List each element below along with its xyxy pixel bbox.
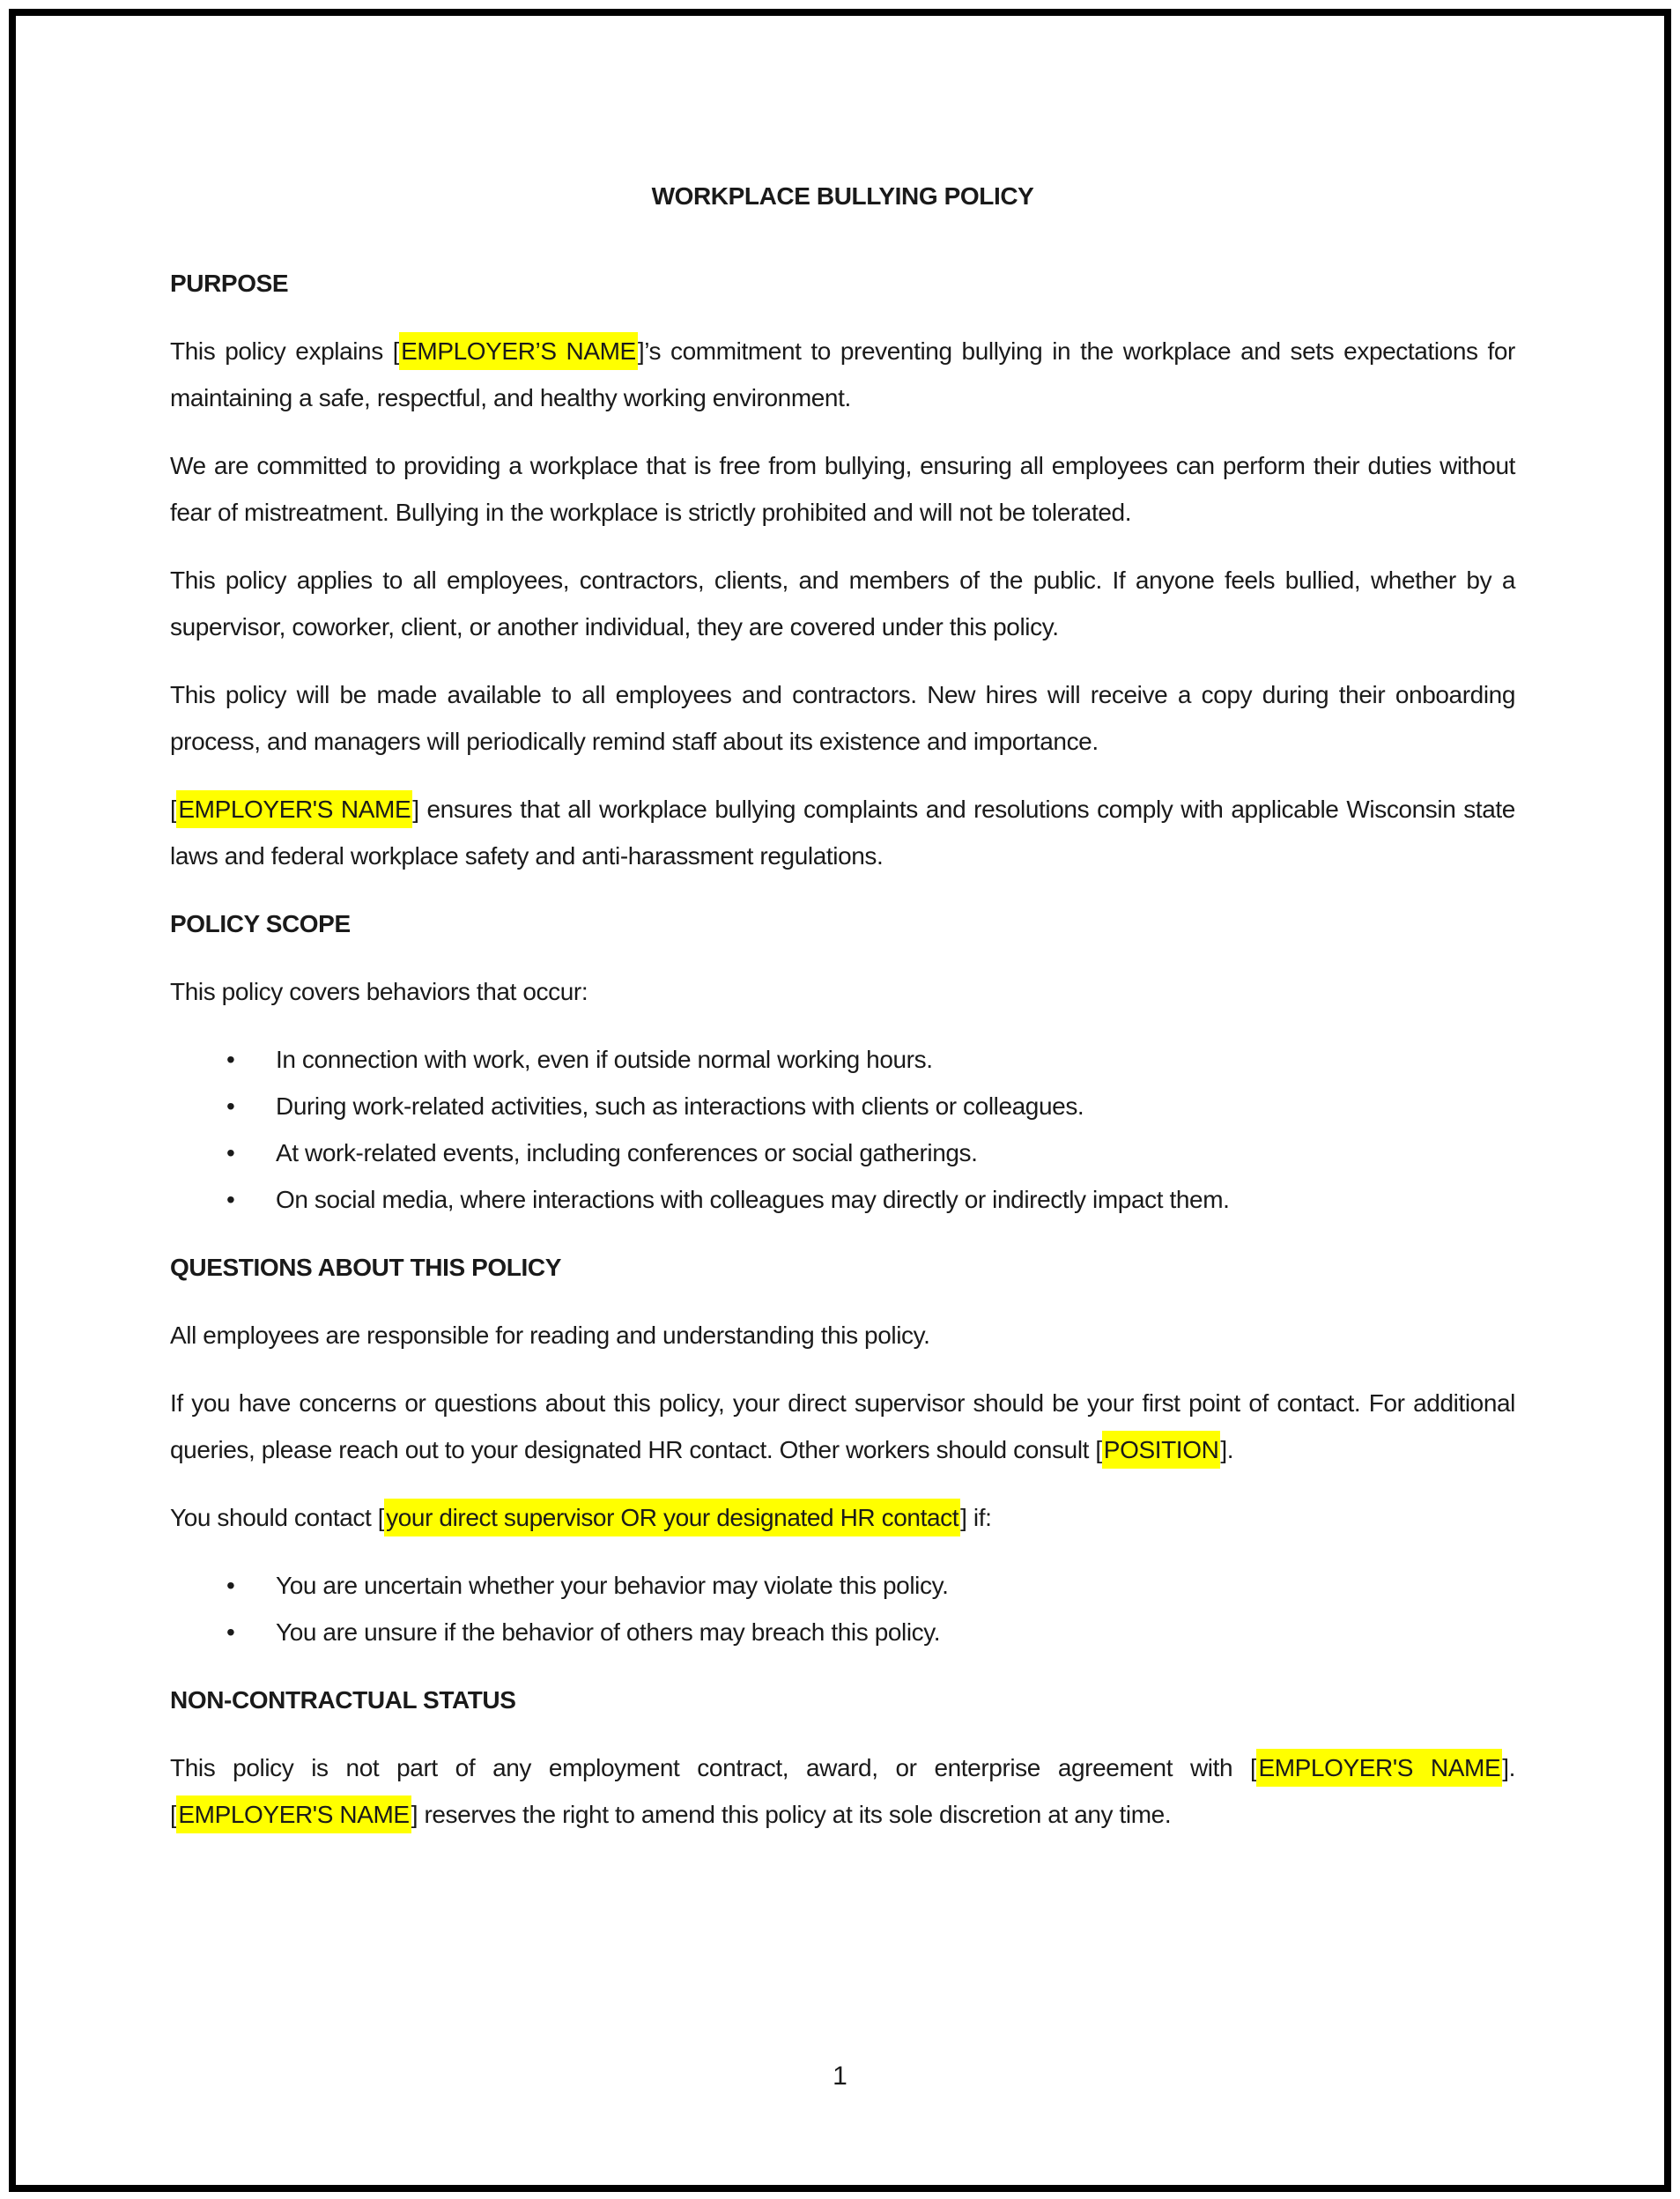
text-run: [ <box>170 796 177 823</box>
list-item <box>170 1036 1515 1083</box>
text-run: ] if: <box>960 1504 992 1531</box>
list-item <box>170 1609 1515 1655</box>
paragraph <box>170 786 1515 879</box>
list-item <box>170 1083 1515 1129</box>
text-run: This policy will be made available to all employees and contractors. New hires will receive a copy during their onboarding process, and managers will periodically remind staff about its existence and importance. <box>170 681 1515 755</box>
document-body <box>170 260 1515 1838</box>
highlighted-placeholder: EMPLOYER'S NAME <box>176 1795 411 1833</box>
section-heading: PURPOSE <box>170 270 289 297</box>
section-heading: QUESTIONS ABOUT THIS POLICY <box>170 1254 561 1281</box>
list-item <box>170 1176 1515 1223</box>
text-run: We are committed to providing a workplace that is free from bullying, ensuring all employees can perform their duties without fear of mistreatment. Bullying in the workplace is strictly prohibited and will not be tolerated. <box>170 452 1515 526</box>
paragraph <box>170 968 1515 1015</box>
page-number: 1 <box>833 2062 847 2091</box>
text-run: All employees are responsible for reading and understanding this policy. <box>170 1322 930 1349</box>
text-run: This policy is not part of any employment contract, award, or enterprise agreement with [ <box>170 1754 1257 1781</box>
text-run: ] ensures that all workplace bullying complaints and resolutions comply with applicable Wisconsin state laws and federal workplace safety and anti-harassment regulations. <box>170 796 1515 870</box>
paragraph <box>170 328 1515 421</box>
text-run: This policy covers behaviors that occur: <box>170 978 588 1005</box>
text-run: You are uncertain whether your behavior may violate this policy. <box>276 1572 949 1599</box>
paragraph <box>170 442 1515 536</box>
section-heading: NON-CONTRACTUAL STATUS <box>170 1686 516 1714</box>
text-run: In connection with work, even if outside normal working hours. <box>276 1046 933 1073</box>
text-run: During work-related activities, such as interactions with clients or colleagues. <box>276 1092 1084 1120</box>
list-item <box>170 1562 1515 1609</box>
paragraph <box>170 1380 1515 1473</box>
text-run: You should contact [ <box>170 1504 385 1531</box>
text-run: This policy explains [ <box>170 337 400 365</box>
text-run: You are unsure if the behavior of others may breach this policy. <box>276 1618 941 1646</box>
bullet-list <box>170 1562 1515 1655</box>
paragraph <box>170 557 1515 650</box>
highlighted-placeholder: EMPLOYER'S NAME <box>176 790 412 828</box>
highlighted-placeholder: EMPLOYER'S NAME <box>1256 1749 1502 1787</box>
text-run: ] reserves the right to amend this policy at its sole discretion at any time. <box>411 1801 1172 1828</box>
text-run: At work-related events, including conferences or social gatherings. <box>276 1139 978 1166</box>
list-item <box>170 1129 1515 1176</box>
text-run: This policy applies to all employees, contractors, clients, and members of the public. If anyone feels bullied, whether by a supervisor, coworker, client, or another individual, they are covered under this policy. <box>170 566 1515 640</box>
text-run: ]. [ <box>170 1754 1515 1828</box>
text-run: ]. <box>1220 1436 1234 1463</box>
document-content <box>170 173 1515 1859</box>
paragraph <box>170 671 1515 765</box>
document-title: WORKPLACE BULLYING POLICY <box>651 182 1034 210</box>
highlighted-placeholder: POSITION <box>1102 1431 1221 1469</box>
paragraph <box>170 1744 1515 1838</box>
highlighted-placeholder: your direct supervisor OR your designated HR contact <box>384 1499 960 1536</box>
bullet-list <box>170 1036 1515 1223</box>
text-run: If you have concerns or questions about this policy, your direct supervisor should be your first point of contact. For additional queries, please reach out to your designated HR contact. Other workers should consult [ <box>170 1389 1515 1463</box>
highlighted-placeholder: EMPLOYER’S NAME <box>399 332 638 370</box>
section-heading: POLICY SCOPE <box>170 910 351 937</box>
text-run: On social media, where interactions with colleagues may directly or indirectly impact them. <box>276 1186 1230 1213</box>
paragraph <box>170 1312 1515 1359</box>
text-run: ]’s commitment to preventing bullying in the workplace and sets expectations for maintaining a safe, respectful, and healthy working environment. <box>170 337 1515 411</box>
paragraph <box>170 1494 1515 1541</box>
